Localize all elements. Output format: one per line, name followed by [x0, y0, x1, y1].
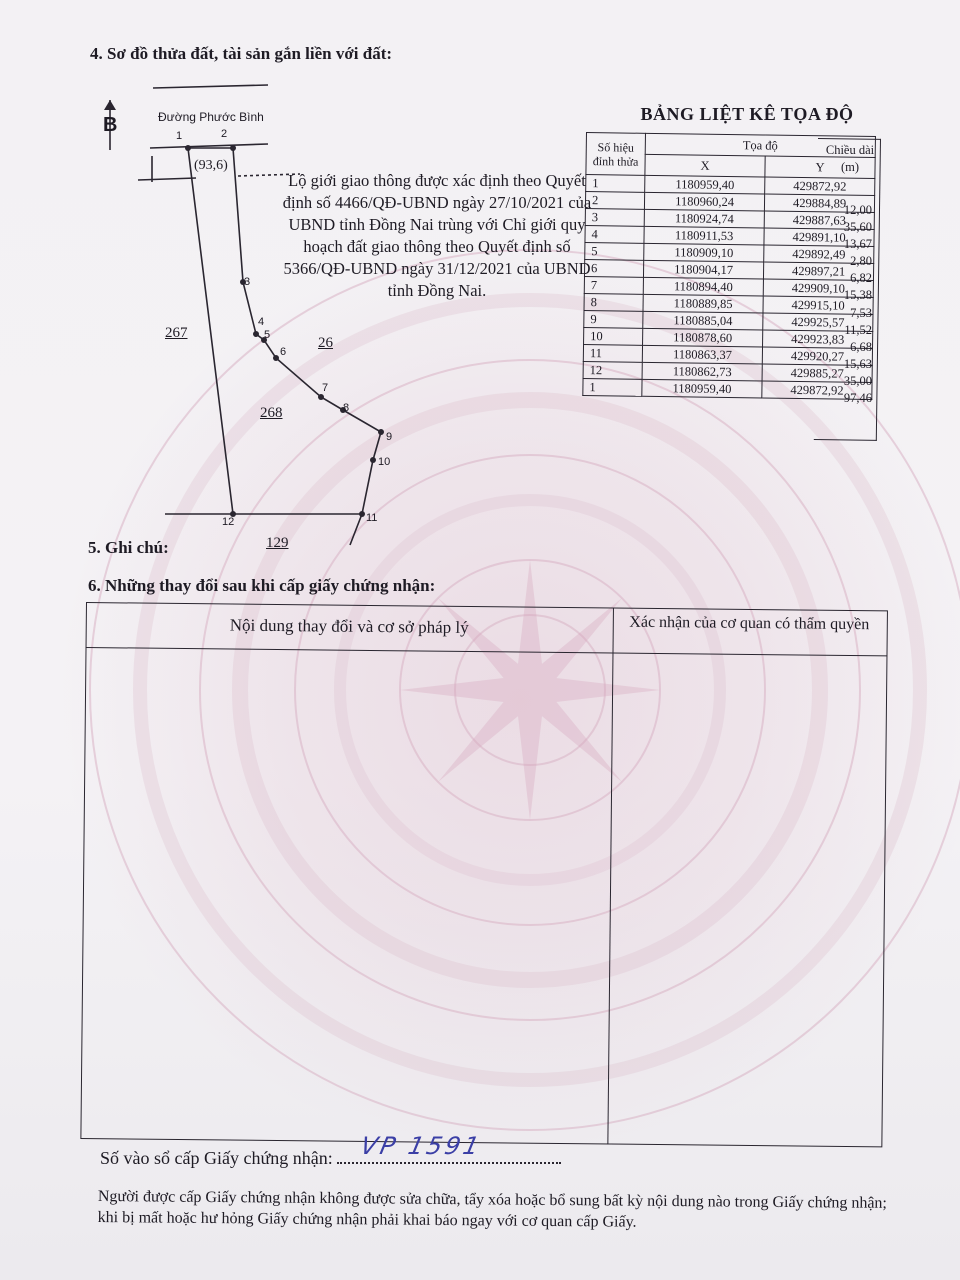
- table-row: 7 1180894,40 429909,10: [584, 276, 873, 297]
- table-row: 1 1180959,40 429872,92: [586, 175, 875, 196]
- length-value: 35,60: [843, 220, 872, 235]
- table-row: 6 1180904,17 429897,21: [584, 259, 873, 280]
- point-label-11: 11: [366, 512, 378, 524]
- vertex-4: [253, 331, 259, 337]
- parcel-268-label: 268: [260, 405, 283, 421]
- boundary-bottom-right: [350, 514, 362, 545]
- registration-dots: [337, 1132, 561, 1164]
- road-line-top: [153, 85, 268, 88]
- length-value: 6,82: [850, 271, 872, 286]
- table-row: 12 1180862,73 429885,27: [583, 361, 872, 382]
- length-list: [800, 202, 872, 407]
- point-label-4: 4: [258, 316, 265, 328]
- col-coord-header: Tọa độ: [645, 133, 875, 157]
- north-label: B: [103, 114, 118, 136]
- point-label-9: 9: [386, 431, 393, 443]
- table-row: 4 1180911,53 429891,10: [585, 225, 874, 246]
- point-label-7: 7: [322, 382, 329, 394]
- length-value: 15,38: [843, 288, 872, 303]
- coord-table-title: BẢNG LIỆT KÊ TỌA ĐỘ: [640, 104, 854, 124]
- length-value: 11,52: [844, 322, 872, 337]
- parcel-26-label: 26: [318, 335, 333, 351]
- table-row: 8 1180889,85 429915,10: [584, 293, 873, 314]
- col-x-header: X: [645, 154, 765, 177]
- table-row: 10 1180878,60 429923,83: [584, 327, 873, 348]
- length-value: 97,46: [843, 391, 872, 406]
- vertex-10: [370, 457, 376, 463]
- point-label-5: 5: [264, 329, 271, 341]
- section-6-title: 6. Những thay đổi sau khi cấp giấy chứng nhận:: [88, 576, 436, 595]
- table-row: 3 1180924,74 429887,63: [585, 208, 874, 229]
- table-row: 11 1180863,37 429920,27: [583, 344, 872, 365]
- length-value: 7,53: [850, 305, 872, 320]
- changes-table-frame: [80, 602, 888, 1147]
- section-4-title: 4. Sơ đồ thửa đất, tài sản gắn liền với đất:: [90, 44, 393, 63]
- table-row: 9 1180885,04 429925,57: [584, 310, 873, 331]
- table-row: 1 1180959,40 429872,92: [583, 378, 872, 399]
- point-label-10: 10: [378, 456, 391, 468]
- length-value: 2,80: [850, 254, 872, 269]
- vertex-6: [273, 355, 279, 361]
- point-label-3: 3: [244, 276, 251, 288]
- registration-label: Số vào sổ cấp Giấy chứng nhận:: [100, 1148, 333, 1168]
- length-value: 12,00: [843, 203, 872, 217]
- vertex-7: [318, 394, 324, 400]
- road-width-label: (93,6): [194, 158, 228, 173]
- right-of-way-note: Lộ giới giao thông được xác định theo Quyết định số 4466/QĐ-UBND ngày 27/10/2021 của UBND tỉnh Đồng Nai trùng với Chỉ giới quy hoạch đất giao thông theo Quyết định số 5366/QĐ-UBND ngày 31/12/2021 của UBND tỉnh Đồng Nai.: [282, 171, 592, 300]
- point-label-2: 2: [221, 128, 228, 140]
- changes-confirm-header: Xác nhận của cơ quan có thẩm quyền: [629, 613, 870, 634]
- point-label-6: 6: [280, 346, 287, 358]
- changes-table: [80, 602, 886, 1150]
- point-label-1: 1: [176, 130, 183, 142]
- col-y-header: Y: [765, 156, 875, 179]
- road-width-dim: [138, 178, 196, 180]
- vertex-2: [230, 145, 236, 151]
- table-row: 5 1180909,10 429892,49: [585, 242, 874, 263]
- road-label: Đường Phước Bình: [158, 110, 264, 124]
- changes-content-header: Nội dung thay đổi và cơ sở pháp lý: [229, 615, 469, 638]
- table-row: 2 1180960,24 429884,89: [585, 192, 874, 213]
- length-value: 35,00: [843, 373, 872, 388]
- parcel-129-label: 129: [266, 535, 289, 551]
- registration-line: [100, 1132, 561, 1169]
- parcel-267-label: 267: [165, 325, 188, 341]
- footer-warning: Người được cấp Giấy chứng nhận không được sửa chữa, tẩy xóa hoặc bổ sung bất kỳ nội dung nào trong Giấy chứng nhận; khi bị mất hoặc hư hỏng Giấy chứng nhận phải khai báo ngay với cơ quan cấp Giấy.: [97, 1187, 887, 1231]
- length-value: 6,68: [850, 339, 872, 354]
- registration-number: VP 1591: [358, 1132, 485, 1160]
- col-length-header: Chiều dài (m): [825, 143, 875, 174]
- vertex-9: [378, 429, 384, 435]
- col-point-header: Số hiệu đỉnh thửa: [586, 133, 646, 176]
- length-value: 13,67: [843, 237, 872, 252]
- section-5-title: 5. Ghi chú:: [88, 538, 169, 557]
- vertex-1: [185, 145, 191, 151]
- length-value: 15,63: [843, 356, 872, 371]
- vertex-11: [359, 511, 365, 517]
- point-label-12: 12: [222, 516, 235, 528]
- point-label-8: 8: [343, 402, 350, 414]
